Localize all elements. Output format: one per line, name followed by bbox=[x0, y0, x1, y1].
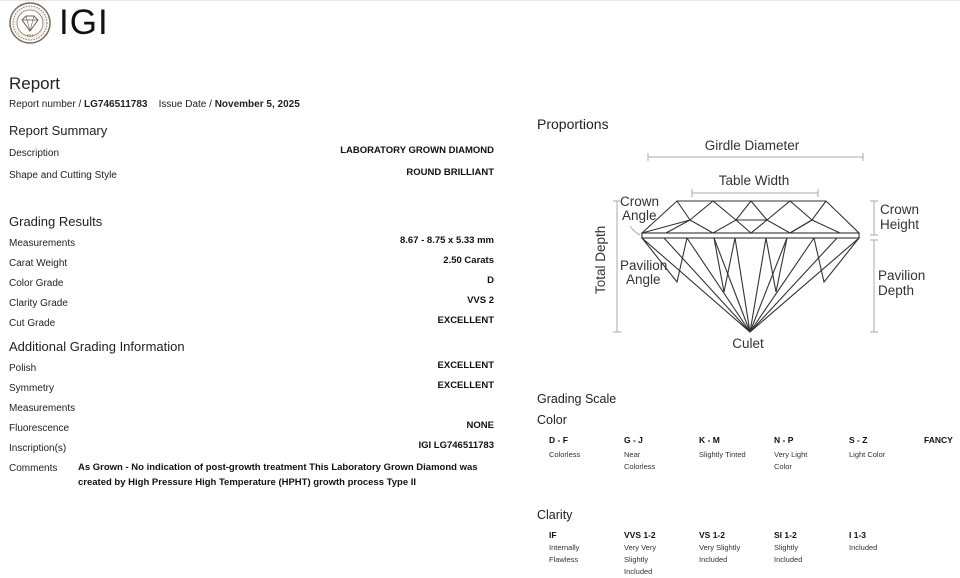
report-meta bbox=[9, 99, 300, 110]
color-scale-grade: FANCY bbox=[924, 435, 953, 445]
clarity-scale-desc: Very Slightly Included bbox=[699, 543, 741, 564]
comments-label: Comments bbox=[9, 463, 58, 474]
report-summary-heading: Report Summary bbox=[9, 123, 108, 138]
color-scale-grade: S - Z bbox=[849, 435, 868, 445]
color-scale-item bbox=[924, 435, 958, 445]
color-grade-value: D bbox=[487, 275, 494, 286]
polish-value: EXCELLENT bbox=[437, 360, 494, 371]
clarity-scale-grade: I 1-3 bbox=[849, 530, 867, 540]
carat-weight-label: Carat Weight bbox=[9, 258, 68, 269]
diamond-icon bbox=[642, 201, 859, 332]
crown-angle-label-line2: Angle bbox=[622, 208, 657, 223]
pavilion-depth-label-line2: Depth bbox=[878, 283, 915, 298]
clarity-scale-heading: Clarity bbox=[537, 508, 573, 522]
color-scale-heading: Color bbox=[537, 413, 567, 427]
clarity-scale-item bbox=[549, 530, 597, 566]
proportions-heading: Proportions bbox=[537, 116, 609, 132]
fluorescence-value: NONE bbox=[466, 420, 494, 431]
cut-grade-label: Cut Grade bbox=[9, 318, 56, 329]
color-scale-grade: D - F bbox=[549, 435, 568, 445]
clarity-scale-grade: SI 1-2 bbox=[774, 530, 797, 540]
culet-label: Culet bbox=[732, 336, 764, 351]
top-divider bbox=[0, 0, 960, 1]
pavilion-angle-label-line1: Pavilion bbox=[620, 258, 668, 273]
shape-value: ROUND BRILLIANT bbox=[406, 167, 494, 178]
pavilion-angle-label-line2: Angle bbox=[626, 272, 661, 287]
color-scale-desc: Near Colorless bbox=[624, 450, 656, 471]
pavilion-depth-label-line1: Pavilion bbox=[878, 268, 926, 283]
clarity-scale-grade: VVS 1-2 bbox=[624, 530, 656, 540]
cut-grade-value: EXCELLENT bbox=[437, 315, 494, 326]
crown-angle-label-line1: Crown bbox=[620, 194, 660, 209]
report-title: Report bbox=[9, 74, 61, 93]
measurements-value: 8.67 - 8.75 x 5.33 mm bbox=[399, 235, 494, 246]
clarity-scale-item bbox=[624, 530, 674, 578]
description-value: LABORATORY GROWN DIAMOND bbox=[340, 145, 494, 156]
color-scale-grade: G - J bbox=[624, 435, 643, 445]
color-scale-item bbox=[549, 435, 619, 461]
table-width-label: Table Width bbox=[718, 173, 790, 188]
report-number-label: Report number / bbox=[9, 99, 82, 110]
color-scale-desc: Slightly Tinted bbox=[699, 450, 746, 459]
clarity-scale-desc: Slightly Included bbox=[774, 543, 803, 564]
clarity-scale-item bbox=[774, 530, 820, 566]
clarity-scale-desc: Very Very Slightly Included bbox=[624, 543, 657, 576]
color-scale-desc: Light Color bbox=[849, 450, 886, 459]
carat-weight-value: 2.50 Carats bbox=[443, 255, 494, 266]
proportions-diagram bbox=[586, 132, 960, 360]
color-scale-grade: N - P bbox=[774, 435, 794, 445]
clarity-scale-grade: VS 1-2 bbox=[699, 530, 725, 540]
color-grade-label: Color Grade bbox=[9, 278, 64, 289]
measurements-label: Measurements bbox=[9, 238, 76, 249]
color-scale-desc: Colorless bbox=[549, 450, 581, 459]
clarity-scale-desc: Internally Flawless bbox=[549, 543, 580, 564]
issue-date: November 5, 2025 bbox=[214, 99, 300, 110]
brand-name: IGI bbox=[59, 3, 109, 42]
clarity-grade-value: VVS 2 bbox=[467, 295, 494, 306]
fluorescence-label: Fluorescence bbox=[9, 423, 70, 434]
polish-label: Polish bbox=[9, 363, 37, 374]
shape-label: Shape and Cutting Style bbox=[9, 170, 117, 181]
grading-scale-heading: Grading Scale bbox=[537, 392, 617, 406]
color-scale-item bbox=[774, 435, 820, 473]
symmetry-label: Symmetry bbox=[9, 383, 54, 394]
igi-seal-icon bbox=[9, 2, 51, 44]
inscription-value: IGI LG746511783 bbox=[418, 440, 494, 451]
color-scale-item bbox=[699, 435, 769, 461]
clarity-scale-item bbox=[849, 530, 919, 554]
color-scale-grade: K - M bbox=[699, 435, 720, 445]
description-label: Description bbox=[9, 148, 60, 159]
color-scale-desc: Very Light Color bbox=[774, 450, 808, 471]
color-scale-item bbox=[849, 435, 919, 461]
color-scale-item bbox=[624, 435, 672, 473]
total-depth-label: Total Depth bbox=[593, 225, 608, 294]
inscription-label: Inscription(s) bbox=[9, 443, 67, 454]
symmetry-value: EXCELLENT bbox=[437, 380, 494, 391]
issue-date-label: Issue Date / bbox=[158, 99, 212, 110]
clarity-scale-grade: IF bbox=[549, 530, 557, 540]
igi-logo bbox=[9, 2, 109, 44]
report-number: LG746511783 bbox=[84, 99, 148, 110]
svg-text:IGI: IGI bbox=[26, 33, 34, 38]
comments-value: As Grown - No indication of post-growth treatment This Laboratory Grown Diamond was created by High Pressure High Temperature (HPHT) growth process Type II bbox=[78, 462, 478, 488]
additional-measurements-label: Measurements bbox=[9, 403, 76, 414]
crown-height-label-line1: Crown bbox=[880, 202, 920, 217]
additional-info-heading: Additional Grading Information bbox=[9, 339, 185, 354]
clarity-scale-item bbox=[699, 530, 761, 566]
clarity-scale-desc: Included bbox=[849, 543, 878, 552]
grading-results-heading: Grading Results bbox=[9, 214, 103, 229]
clarity-grade-label: Clarity Grade bbox=[9, 298, 68, 309]
girdle-diameter-label: Girdle Diameter bbox=[704, 138, 800, 153]
crown-height-label-line2: Height bbox=[880, 217, 920, 232]
